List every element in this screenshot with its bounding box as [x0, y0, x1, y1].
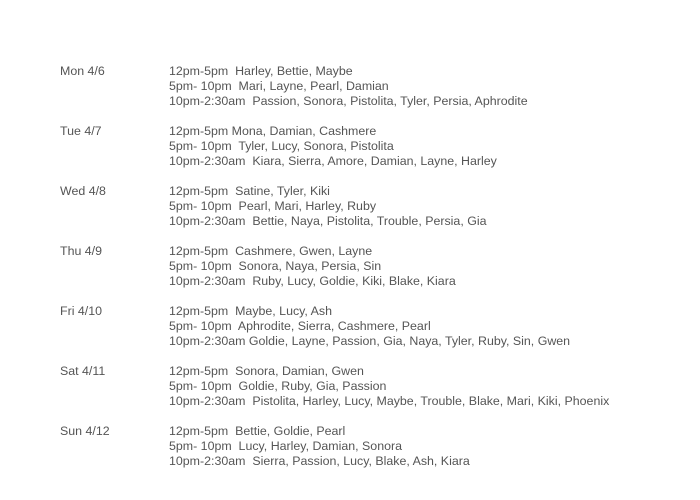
day-block-fri: [60, 304, 680, 349]
shift-line-evening: 5pm- 10pm Lucy, Harley, Damian, Sonora: [169, 439, 402, 453]
shift-line-afternoon: 12pm-5pm Cashmere, Gwen, Layne: [169, 244, 373, 258]
day-label: Tue 4/7: [60, 124, 102, 138]
shift-line-late-night: 10pm-2:30am Goldie, Layne, Passion, Gia, Naya, Tyler, Ruby, Sin, Gwen: [169, 334, 571, 348]
shift-list: [169, 364, 680, 409]
shift-list: [169, 64, 680, 109]
shift-line-late-night: 10pm-2:30am Ruby, Lucy, Goldie, Kiki, Blake, Kiara: [169, 274, 456, 288]
day-label: Mon 4/6: [60, 64, 105, 78]
shift-line-afternoon: 12pm-5pm Satine, Tyler, Kiki: [169, 184, 330, 198]
day-label: Thu 4/9: [60, 244, 103, 258]
shift-line-late-night: 10pm-2:30am Passion, Sonora, Pistolita, Tyler, Persia, Aphrodite: [169, 94, 528, 108]
shift-line-afternoon: 12pm-5pm Sonora, Damian, Gwen: [169, 364, 364, 378]
day-block-tue: [60, 124, 680, 169]
day-block-wed: [60, 184, 680, 229]
day-label: Sun 4/12: [60, 424, 110, 438]
shift-list: [169, 184, 680, 229]
shift-line-evening: 5pm- 10pm Mari, Layne, Pearl, Damian: [169, 79, 389, 93]
shift-line-late-night: 10pm-2:30am Bettie, Naya, Pistolita, Trouble, Persia, Gia: [169, 214, 487, 228]
shift-line-evening: 5pm- 10pm Aphrodite, Sierra, Cashmere, Pearl: [169, 319, 431, 333]
shift-line-evening: 5pm- 10pm Sonora, Naya, Persia, Sin: [169, 259, 382, 273]
day-label: Wed 4/8: [60, 184, 106, 198]
day-label: Fri 4/10: [60, 304, 103, 318]
shift-list: [169, 304, 680, 349]
shift-line-late-night: 10pm-2:30am Sierra, Passion, Lucy, Blake, Ash, Kiara: [169, 454, 470, 468]
day-block-mon: [60, 64, 680, 109]
shift-line-afternoon: 12pm-5pm Harley, Bettie, Maybe: [169, 64, 353, 78]
day-block-sat: [60, 364, 680, 409]
shift-list: [169, 124, 680, 169]
shift-line-evening: 5pm- 10pm Pearl, Mari, Harley, Ruby: [169, 199, 377, 213]
shift-line-afternoon: 12pm-5pm Maybe, Lucy, Ash: [169, 304, 332, 318]
weekly-schedule: [60, 64, 680, 484]
shift-line-evening: 5pm- 10pm Tyler, Lucy, Sonora, Pistolita: [169, 139, 394, 153]
shift-line-afternoon: 12pm-5pm Mona, Damian, Cashmere: [169, 124, 377, 138]
shift-line-afternoon: 12pm-5pm Bettie, Goldie, Pearl: [169, 424, 346, 438]
shift-line-late-night: 10pm-2:30am Kiara, Sierra, Amore, Damian, Layne, Harley: [169, 154, 497, 168]
shift-list: [169, 244, 680, 289]
day-block-sun: [60, 424, 680, 469]
shift-line-evening: 5pm- 10pm Goldie, Ruby, Gia, Passion: [169, 379, 387, 393]
day-label: Sat 4/11: [60, 364, 106, 378]
day-block-thu: [60, 244, 680, 289]
shift-line-late-night: 10pm-2:30am Pistolita, Harley, Lucy, Maybe, Trouble, Blake, Mari, Kiki, Phoenix: [169, 394, 610, 408]
shift-list: [169, 424, 680, 469]
